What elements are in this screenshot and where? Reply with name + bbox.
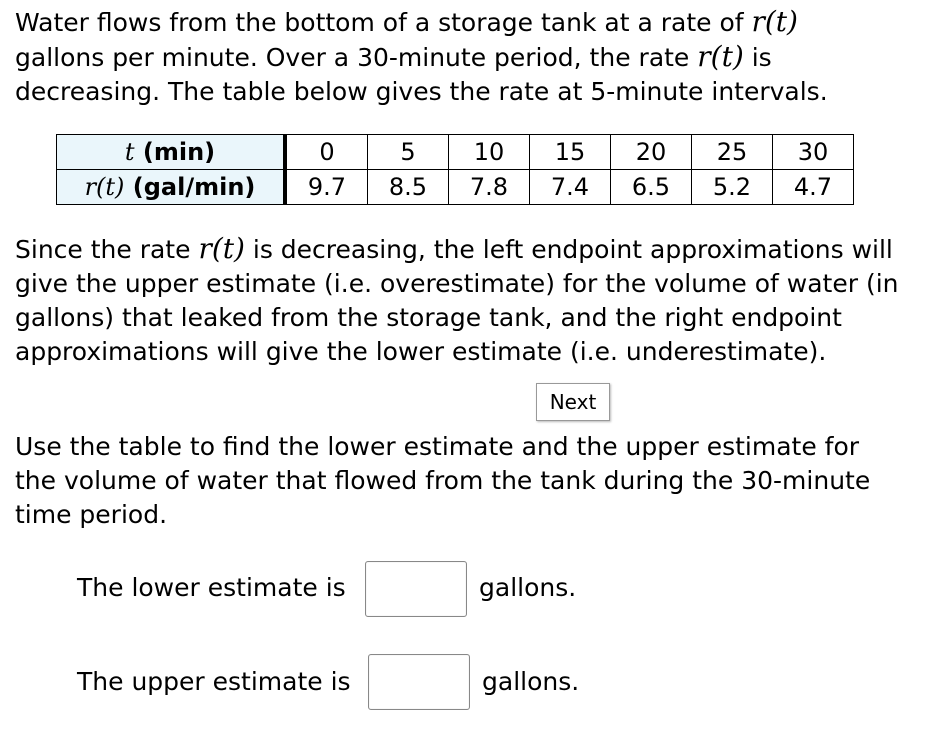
question-paragraph: Use the table to find the lower estimate and the upper estimate for the volume of water that flowed from the tank during the 30-minute time period. bbox=[15, 432, 871, 529]
explanation-text-1: Since the rate bbox=[15, 235, 199, 264]
time-var: t bbox=[124, 138, 135, 166]
upper-estimate-input[interactable] bbox=[368, 654, 470, 710]
time-cell: 25 bbox=[692, 135, 773, 170]
rate-symbol: r(t) bbox=[198, 232, 245, 265]
rate-cell: 8.5 bbox=[368, 170, 449, 205]
rate-cell: 7.4 bbox=[530, 170, 611, 205]
rate-cell: 7.8 bbox=[449, 170, 530, 205]
lower-estimate-input[interactable] bbox=[365, 561, 467, 617]
rate-header bbox=[57, 170, 286, 205]
time-cell: 5 bbox=[368, 135, 449, 170]
rate-symbol: r(t) bbox=[751, 5, 798, 38]
time-cell: 0 bbox=[285, 135, 368, 170]
explanation-paragraph bbox=[15, 232, 905, 369]
intro-text-2: gallons per minute. Over a 30-minute period, the rate bbox=[15, 43, 698, 72]
lower-estimate-label: The lower estimate is bbox=[77, 573, 346, 602]
upper-estimate-label: The upper estimate is bbox=[77, 667, 351, 696]
table-row-rate bbox=[57, 170, 854, 205]
table-row-time bbox=[57, 135, 854, 170]
time-cell: 20 bbox=[611, 135, 692, 170]
explanation-text-2: is decreasing, the left endpoint approximations will give the upper estimate (i.e. overestimate) for the volume of water (in gallons) that leaked from the storage tank, and the right endpoint approximations will give the lower estimate (i.e. underestimate). bbox=[15, 235, 899, 366]
time-cell: 15 bbox=[530, 135, 611, 170]
lower-estimate-unit: gallons. bbox=[479, 573, 577, 602]
rate-cell: 6.5 bbox=[611, 170, 692, 205]
rate-cell: 4.7 bbox=[773, 170, 854, 205]
time-cell: 10 bbox=[449, 135, 530, 170]
rate-table bbox=[56, 134, 854, 205]
intro-text-4: decreasing. The table below gives the rate at 5-minute intervals. bbox=[15, 77, 828, 106]
time-cell: 30 bbox=[773, 135, 854, 170]
rate-cell: 5.2 bbox=[692, 170, 773, 205]
intro-paragraph bbox=[15, 5, 895, 109]
rate-cell: 9.7 bbox=[285, 170, 368, 205]
rate-symbol: r(t) bbox=[697, 40, 744, 73]
rate-var: r(t) bbox=[84, 173, 125, 201]
rate-unit: (gal/min) bbox=[124, 173, 256, 201]
intro-text-3: is bbox=[743, 43, 772, 72]
intro-text-1: Water flows from the bottom of a storage tank at a rate of bbox=[15, 8, 752, 37]
upper-estimate-unit: gallons. bbox=[482, 667, 580, 696]
time-unit: (min) bbox=[134, 138, 216, 166]
time-header bbox=[57, 135, 286, 170]
next-button[interactable]: Next bbox=[536, 383, 610, 421]
